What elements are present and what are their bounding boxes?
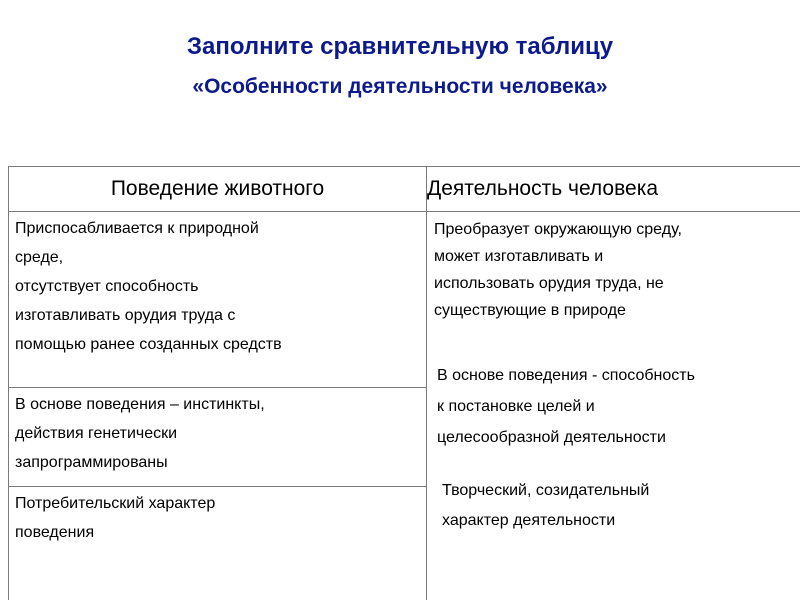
cell-line: помощью ранее созданных средств [15, 336, 282, 353]
human-activity-text-2 [437, 360, 695, 453]
human-activity-text-1 [434, 216, 682, 324]
cell-animal-2 [9, 388, 427, 487]
cell-line: Творческий, созидательный [442, 482, 650, 499]
cell-line: к постановке целей и [437, 398, 595, 415]
cell-line: изготавливать орудия труда с [15, 307, 236, 324]
slide-subtitle: «Особенности деятельности человека» [192, 75, 608, 98]
table-header-row [9, 167, 800, 212]
cell-line: В основе поведения - способность [437, 367, 695, 384]
cell-line: действия генетически [15, 425, 178, 442]
cell-line: Приспосабливается к природной [15, 220, 259, 237]
cell-line: отсутствует способность [15, 278, 199, 295]
cell-line: характер деятельности [442, 512, 616, 529]
cell-line: запрограммированы [15, 454, 168, 471]
cell-animal-1 [9, 212, 427, 388]
slide-title: Заполните сравнительную таблицу [186, 33, 614, 60]
header-animal-behavior: Поведение животного [9, 167, 427, 212]
cell-animal-3 [9, 487, 427, 600]
cell-line: использовать орудия труда, не [434, 275, 664, 292]
cell-line: целесообразной деятельности [437, 429, 666, 446]
cell-line: Преобразует окружающую среду, [434, 221, 682, 238]
human-activity-text-3 [442, 476, 649, 536]
cell-line: может изготавливать и [434, 248, 604, 265]
header-human-activity: Деятельность человека [427, 167, 800, 212]
cell-line: поведения [15, 524, 95, 541]
cell-line: среде, [15, 249, 64, 266]
cell-line: Потребительский характер [15, 495, 216, 512]
cell-line: В основе поведения – инстинкты, [15, 396, 265, 413]
cell-line: существующие в природе [434, 302, 626, 319]
